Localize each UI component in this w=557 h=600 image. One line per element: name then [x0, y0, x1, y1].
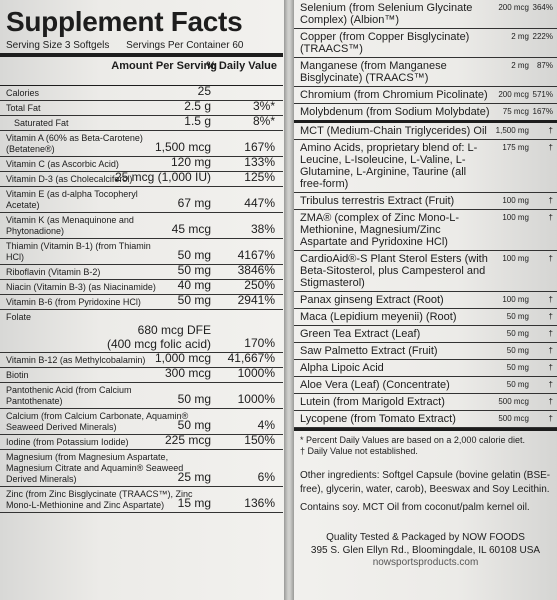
- nutrient-name: Magnesium (from Magnesium Aspartate, Magnesium Citrate and Aquamin® Seaweed Derived Minerals): [6, 452, 184, 484]
- nutrient-amount: 1,500 mcg: [154, 140, 211, 154]
- nutrient-dv: †: [548, 295, 553, 304]
- nutrient-amount: 100 mg: [502, 254, 529, 263]
- facts-row: [294, 193, 557, 210]
- nutrient-amount: 680 mcg DFE: [137, 323, 211, 337]
- nutrient-amount: 50 mg: [177, 263, 211, 277]
- nutrient-amount: 25 mg: [177, 470, 211, 484]
- nutrient-dv: 170%: [244, 336, 275, 350]
- nutrient-name: Lutein (from Marigold Extract): [300, 396, 445, 408]
- allergen-statement: Contains soy. MCT Oil from coconut/palm kernel oil.: [300, 502, 530, 513]
- nutrient-name: Panax ginseng Extract (Root): [300, 294, 444, 306]
- nutrient-amount: 500 mcg: [498, 414, 529, 423]
- nutrient-dv: 167%: [532, 107, 553, 116]
- nutrient-amount: 100 mg: [502, 213, 529, 222]
- nutrient-name: Alpha Lipoic Acid: [300, 362, 384, 374]
- nutrient-dv: 3%*: [252, 99, 275, 113]
- nutrient-name: Vitamin A (60% as Beta-Carotene) (Betatene®): [6, 133, 143, 154]
- nutrient-amount: 50 mg: [506, 329, 529, 338]
- facts-row: [294, 394, 557, 411]
- nutrient-amount: 50 mg: [506, 363, 529, 372]
- nutrient-dv: 447%: [244, 196, 275, 210]
- facts-row: [0, 295, 283, 310]
- nutrient-amount: 15 mg: [177, 496, 211, 510]
- nutrient-dv: †: [548, 213, 553, 222]
- nutrient-dv: †: [548, 380, 553, 389]
- facts-row: [0, 172, 283, 187]
- nutrient-dv: 133%: [244, 155, 275, 169]
- facts-row: [0, 265, 283, 280]
- nutrient-amount: 45 mcg: [171, 222, 211, 236]
- nutrient-name: Vitamin E (as d-alpha Tocopheryl Acetate): [6, 189, 138, 210]
- address: 395 S. Glen Ellyn Rd., Bloomingdale, IL 60108 USA: [310, 545, 541, 556]
- facts-row: [294, 326, 557, 343]
- nutrient-name: Chromium (from Chromium Picolinate): [300, 89, 488, 101]
- nutrient-amount: 75 mcg: [502, 107, 529, 116]
- nutrient-name: Amino Acids, proprietary blend of: L-Leucine, L-Isoleucine, L-Valine, L-Glutamine, L-Arginine, Taurine (all free-form): [300, 142, 478, 190]
- nutrient-dv: 3846%: [237, 263, 275, 277]
- nutrient-name: Total Fat: [6, 103, 41, 113]
- nutrient-name: Folate: [6, 312, 32, 322]
- nutrient-dv: 41,667%: [227, 351, 275, 365]
- nutrient-amount: 1.5 g: [184, 114, 211, 128]
- nutrient-dv: 571%: [532, 90, 553, 99]
- facts-header: [0, 57, 283, 86]
- facts-row: [294, 140, 557, 193]
- facts-row: [294, 411, 557, 428]
- nutrient-dv: 364%: [532, 3, 553, 12]
- nutrient-dv: 1000%: [237, 366, 275, 380]
- footnotes: [294, 428, 557, 457]
- nutrient-name: Vitamin B-6 (from Pyridoxine HCl): [6, 297, 141, 307]
- nutrient-amount: 120 mg: [170, 155, 211, 169]
- other-ingredients: Other ingredients: Softgel Capsule (bovine gelatin (BSE-free), glycerin, water, carob), Beeswax and Soy Lecithin.: [300, 470, 551, 495]
- facts-row: [0, 239, 283, 265]
- nutrient-name: Saturated Fat: [14, 118, 69, 128]
- nutrient-amount: 50 mg: [506, 380, 529, 389]
- nutrient-name: Calories: [6, 88, 40, 98]
- facts-row: [294, 0, 557, 29]
- nutrient-amount: 100 mg: [502, 295, 529, 304]
- right-column: [294, 0, 557, 569]
- nutrient-name: Vitamin B-12 (as Methylcobalamin): [6, 355, 146, 365]
- nutrient-amount: 300 mcg: [164, 366, 211, 380]
- nutrient-name: Thiamin (Vitamin B-1) (from Thiamin HCl): [6, 241, 151, 262]
- nutrient-dv: 4%: [257, 418, 275, 432]
- nutrient-name: Copper (from Copper Bisglycinate) (TRAACS™): [300, 31, 470, 55]
- nutrient-amount: 50 mg: [506, 346, 529, 355]
- nutrient-name: ZMA® (complex of Zinc Mono-L-Methionine, Magnesium/Zinc Aspartate and Pyridoxine HCl): [300, 212, 460, 248]
- nutrient-name: Selenium (from Selenium Glycinate Complex) (Albion™): [300, 2, 473, 26]
- nutrient-name: Manganese (from Manganese Bisglycinate) (TRAACS™): [300, 60, 447, 84]
- facts-row: [294, 123, 557, 140]
- nutrient-name: Zinc (from Zinc Bisglycinate (TRAACS™), Zinc Mono-L-Methionine and Zinc Aspartate): [6, 489, 193, 510]
- nutrient-amount: 200 mcg: [498, 90, 529, 99]
- nutrient-name: Vitamin D-3 (as Cholecalciferol): [6, 174, 133, 184]
- nutrient-dv: †: [548, 346, 553, 355]
- nutrient-name: Iodine (from Potassium Iodide): [6, 437, 129, 447]
- nutrient-amount: 200 mcg: [498, 3, 529, 12]
- nutrient-dv: †: [548, 414, 553, 423]
- nutrient-dv: †: [548, 254, 553, 263]
- facts-row: [0, 487, 283, 513]
- nutrient-name: Green Tea Extract (Leaf): [300, 328, 421, 340]
- nutrient-dv: †: [548, 329, 553, 338]
- nutrient-dv: †: [548, 397, 553, 406]
- facts-row: [0, 383, 283, 409]
- serving-info: [0, 36, 283, 57]
- facts-row: [0, 101, 283, 116]
- serving-size: Serving Size 3 Softgels: [6, 40, 110, 51]
- footnote-dagger: † Daily Value not established.: [300, 446, 418, 456]
- nutrient-amount: 500 mcg: [498, 397, 529, 406]
- nutrient-name: Vitamin K (as Menaquinone and Phytonadione): [6, 215, 134, 236]
- nutrient-dv: 2941%: [237, 293, 275, 307]
- nutrient-name: Vitamin C (as Ascorbic Acid): [6, 159, 119, 169]
- nutrient-amount: 50 mg: [177, 418, 211, 432]
- nutrient-name: Biotin: [6, 370, 29, 380]
- nutrient-dv: 150%: [244, 433, 275, 447]
- facts-row: [0, 131, 283, 157]
- nutrient-dv: 250%: [244, 278, 275, 292]
- left-facts-table: [0, 86, 283, 513]
- nutrient-name: Maca (Lepidium meyenii) (Root): [300, 311, 457, 323]
- website: nowsportsproducts.com: [372, 557, 479, 568]
- facts-row: [294, 309, 557, 326]
- facts-row: [294, 29, 557, 58]
- nutrient-dv: 1000%: [237, 392, 275, 406]
- facts-row: [0, 310, 283, 353]
- nutrient-name: Tribulus terrestris Extract (Fruit): [300, 195, 455, 207]
- nutrient-amount: 67 mg: [177, 196, 211, 210]
- nutrient-dv: †: [548, 143, 553, 152]
- nutrient-dv: †: [548, 196, 553, 205]
- amount-header: Amount Per Serving: [111, 60, 217, 72]
- facts-row: [294, 210, 557, 251]
- facts-row: [0, 86, 283, 101]
- nutrient-amount: 175 mg: [502, 143, 529, 152]
- nutrient-dv: †: [548, 363, 553, 372]
- nutrient-name: CardioAid®-S Plant Sterol Esters (with Beta-Sitosterol, plus Campesterol and Stigmasterol): [300, 253, 488, 289]
- nutrient-dv: 222%: [532, 32, 553, 41]
- nutrient-name: Pantothenic Acid (from Calcium Pantothenate): [6, 385, 132, 406]
- nutrient-amount: 2 mg: [511, 32, 529, 41]
- dv-header: % Daily Value: [206, 60, 277, 72]
- facts-row: [0, 409, 283, 435]
- facts-row: [294, 251, 557, 292]
- nutrient-amount: 50 mg: [177, 392, 211, 406]
- nutrient-dv: 38%: [250, 222, 275, 236]
- nutrient-name: Saw Palmetto Extract (Fruit): [300, 345, 438, 357]
- facts-row: [294, 87, 557, 104]
- nutrient-amount: 50 mg: [506, 312, 529, 321]
- column-divider: [284, 0, 294, 600]
- quality-statement: Quality Tested & Packaged by NOW FOODS: [326, 532, 525, 543]
- page-title: Supplement Facts: [6, 6, 243, 37]
- nutrient-dv: 167%: [244, 140, 275, 154]
- nutrient-amount: 225 mcg: [164, 433, 211, 447]
- nutrient-amount-detail: (400 mcg folic acid): [106, 337, 211, 351]
- facts-row: [294, 343, 557, 360]
- footnote-dv: * Percent Daily Values are based on a 2,000 calorie diet.: [300, 435, 525, 445]
- nutrient-dv: 125%: [244, 170, 275, 184]
- nutrient-name: Niacin (Vitamin B-3) (as Niacinamide): [6, 282, 156, 292]
- nutrient-name: Lycopene (from Tomato Extract): [300, 413, 456, 425]
- nutrient-amount: 40 mg: [177, 278, 211, 292]
- nutrient-dv: †: [548, 312, 553, 321]
- facts-row: [294, 104, 557, 123]
- facts-row: [294, 58, 557, 87]
- nutrient-dv: †: [548, 126, 553, 135]
- nutrient-amount: 2.5 g: [184, 99, 211, 113]
- left-column: [0, 0, 283, 513]
- facts-row: [0, 450, 283, 487]
- nutrient-amount: 50 mg: [177, 248, 211, 262]
- nutrient-dv: 4167%: [237, 248, 275, 262]
- nutrient-amount: 100 mg: [502, 196, 529, 205]
- facts-row: [294, 360, 557, 377]
- nutrient-amount: 1,500 mg: [495, 126, 529, 135]
- facts-row: [294, 292, 557, 309]
- right-facts-table: [294, 0, 557, 428]
- nutrient-name: MCT (Medium-Chain Triglycerides) Oil: [300, 125, 487, 137]
- facts-row: [0, 187, 283, 213]
- nutrient-amount: 25 mcg (1,000 IU): [114, 170, 211, 184]
- facts-row: [0, 435, 283, 450]
- nutrient-name: Calcium (from Calcium Carbonate, Aquamin® Seaweed Derived Minerals): [6, 411, 189, 432]
- nutrient-dv: 136%: [244, 496, 275, 510]
- nutrient-amount: 2 mg: [511, 61, 529, 70]
- nutrient-name: Aloe Vera (Leaf) (Concentrate): [300, 379, 450, 391]
- nutrient-name: Riboflavin (Vitamin B-2): [6, 267, 101, 277]
- facts-row: [0, 116, 283, 131]
- servings-per-container: Servings Per Container 60: [126, 40, 244, 51]
- nutrient-amount: 25: [197, 84, 211, 98]
- nutrient-dv: 6%: [257, 470, 275, 484]
- facts-row: [294, 377, 557, 394]
- facts-row: [0, 213, 283, 239]
- facts-row: [0, 368, 283, 383]
- nutrient-amount: 1,000 mcg: [154, 351, 211, 365]
- nutrient-dv: 8%*: [252, 114, 275, 128]
- nutrient-dv: 87%: [536, 61, 553, 70]
- nutrient-amount: 50 mg: [177, 293, 211, 307]
- nutrient-name: Molybdenum (from Sodium Molybdate): [300, 106, 490, 118]
